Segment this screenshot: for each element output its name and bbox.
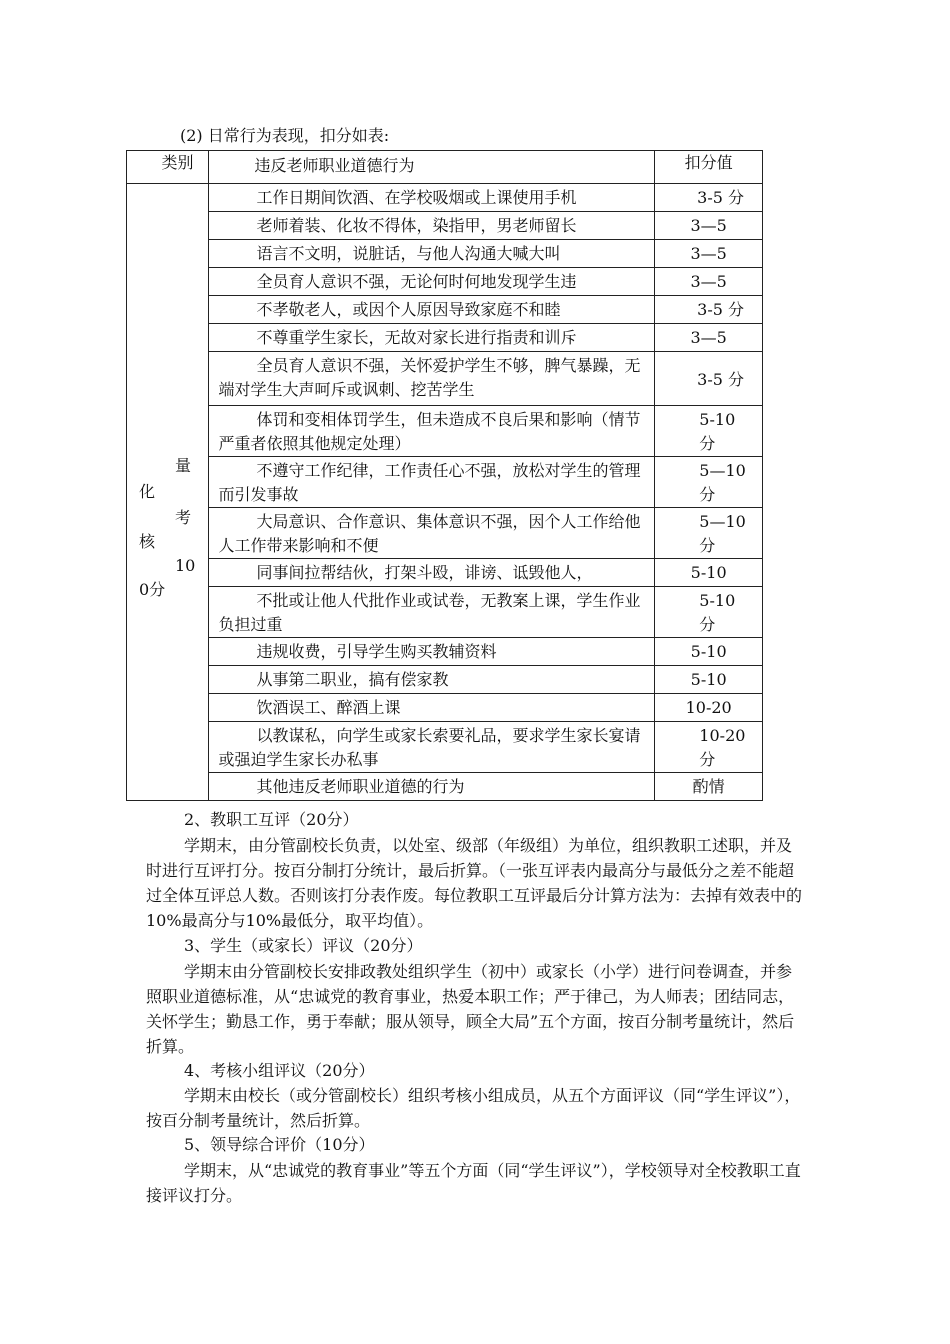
header-behavior: 违反老师职业道德行为 xyxy=(208,151,655,184)
table-intro: (2) 日常行为表现，扣分如表: xyxy=(180,126,390,145)
behavior-cell: 老师着装、化妆不得体，染指甲，男老师留长 xyxy=(208,212,655,240)
header-points: 扣分值 xyxy=(655,151,763,184)
table-row xyxy=(127,352,763,406)
category-label-5: 10 xyxy=(175,556,196,575)
points-cell: 3-5 分 xyxy=(655,184,763,212)
behavior-cell: 语言不文明，说脏话，与他人沟通大喊大叫 xyxy=(208,240,655,268)
table-row xyxy=(127,268,763,296)
table-row xyxy=(127,240,763,268)
points-cell: 3—5 xyxy=(655,240,763,268)
points-cell: 5—10 分 xyxy=(655,508,763,559)
behavior-cell: 不遵守工作纪律，工作责任心不强，放松对学生的管理而引发事故 xyxy=(208,457,655,508)
points-cell: 5-10 xyxy=(655,559,763,587)
behavior-cell: 不尊重学生家长，无故对家长进行指责和训斥 xyxy=(208,324,655,352)
table-header-row xyxy=(127,151,763,184)
points-cell: 5—10 分 xyxy=(655,457,763,508)
table-row xyxy=(127,184,763,212)
table-row xyxy=(127,666,763,694)
points-cell: 3-5 分 xyxy=(655,296,763,324)
behavior-cell: 同事间拉帮结伙，打架斗殴，诽谤、诋毁他人， xyxy=(208,559,655,587)
behavior-cell: 以教谋私，向学生或家长索要礼品，要求学生家长宴请或强迫学生家长办私事 xyxy=(208,722,655,773)
header-category: 类别 xyxy=(127,151,209,184)
behavior-cell: 其他违反老师职业道德的行为 xyxy=(208,773,655,801)
behavior-cell: 饮酒误工、醉酒上课 xyxy=(208,694,655,722)
table-row xyxy=(127,773,763,801)
category-cell xyxy=(127,184,209,801)
table-row xyxy=(127,638,763,666)
points-cell: 10-20 分 xyxy=(655,722,763,773)
section-body-student-review: 学期末由分管副校长安排政教处组织学生（初中）或家长（小学）进行问卷调查，并参照职业道德标准，从“忠诚党的教育事业，热爱本职工作；严于律己，为人师表；团结同志，关怀学生；勤恳工作，勇于奉献；服从领导，顾全大局”五个方面，按百分制考量统计，然后折算。 xyxy=(146,962,795,1056)
behavior-cell: 体罚和变相体罚学生，但未造成不良后果和影响（情节严重者依照其他规定处理） xyxy=(208,406,655,457)
points-cell: 5-10 xyxy=(655,638,763,666)
table-row xyxy=(127,508,763,559)
points-cell: 3-5 分 xyxy=(655,352,763,406)
behavior-cell: 不孝敬老人，或因个人原因导致家庭不和睦 xyxy=(208,296,655,324)
section-body-peer-review: 学期末，由分管副校长负责，以处室、级部（年级组）为单位，组织教职工述职，并及时进行互评打分。按百分制打分统计，最后折算。（一张互评表内最高分与最低分之差不能超过全体互评总人数。否则该打分表作废。每位教职工互评最后分计算方法为：去掉有效表中的10%最高分与10%最低分，取平均值）。 xyxy=(146,836,803,930)
category-label-2: 化 xyxy=(139,482,156,501)
behavior-cell: 全员育人意识不强，关怀爱护学生不够，脾气暴躁，无端对学生大声呵斥或讽刺、挖苦学生 xyxy=(208,352,655,406)
points-cell: 3—5 xyxy=(655,268,763,296)
category-label-4: 核 xyxy=(139,532,156,551)
points-cell: 5-10 分 xyxy=(655,406,763,457)
section-body-leader-review: 学期末，从“忠诚党的教育事业”等五个方面（同“学生评议”），学校领导对全校教职工直接评议打分。 xyxy=(146,1161,801,1205)
behavior-cell: 全员育人意识不强，无论何时何地发现学生违 xyxy=(208,268,655,296)
section-title-leader-review: 5、领导综合评价（10分） xyxy=(184,1135,375,1154)
section-body-committee-review: 学期末由校长（或分管副校长）组织考核小组成员，从五个方面评议（同“学生评议”），按百分制考量统计，然后折算。 xyxy=(146,1086,801,1130)
table-row xyxy=(127,694,763,722)
table-row xyxy=(127,212,763,240)
table-row xyxy=(127,457,763,508)
points-cell: 10-20 xyxy=(655,694,763,722)
points-cell: 5-10 分 xyxy=(655,587,763,638)
table-row xyxy=(127,406,763,457)
behavior-cell: 工作日期间饮酒、在学校吸烟或上课使用手机 xyxy=(208,184,655,212)
category-label-3: 考 xyxy=(175,508,192,527)
behavior-cell: 不批或让他人代批作业或试卷，无教案上课，学生作业负担过重 xyxy=(208,587,655,638)
points-cell: 3—5 xyxy=(655,324,763,352)
behavior-cell: 从事第二职业，搞有偿家教 xyxy=(208,666,655,694)
section-title-student-review: 3、学生（或家长）评议（20分） xyxy=(184,936,423,955)
points-cell: 3—5 xyxy=(655,212,763,240)
category-label-1: 量 xyxy=(175,456,192,475)
table-row xyxy=(127,587,763,638)
section-title-peer-review: 2、教职工互评（20分） xyxy=(184,810,359,829)
deduction-table xyxy=(126,150,763,801)
category-label-6: 0分 xyxy=(139,580,166,599)
points-cell: 酌情 xyxy=(655,773,763,801)
section-title-committee-review: 4、考核小组评议（20分） xyxy=(184,1061,375,1080)
table-row xyxy=(127,324,763,352)
table-row xyxy=(127,559,763,587)
table-row xyxy=(127,296,763,324)
behavior-cell: 违规收费，引导学生购买教辅资料 xyxy=(208,638,655,666)
points-cell: 5-10 xyxy=(655,666,763,694)
behavior-cell: 大局意识、合作意识、集体意识不强，因个人工作给他人工作带来影响和不便 xyxy=(208,508,655,559)
table-row xyxy=(127,722,763,773)
